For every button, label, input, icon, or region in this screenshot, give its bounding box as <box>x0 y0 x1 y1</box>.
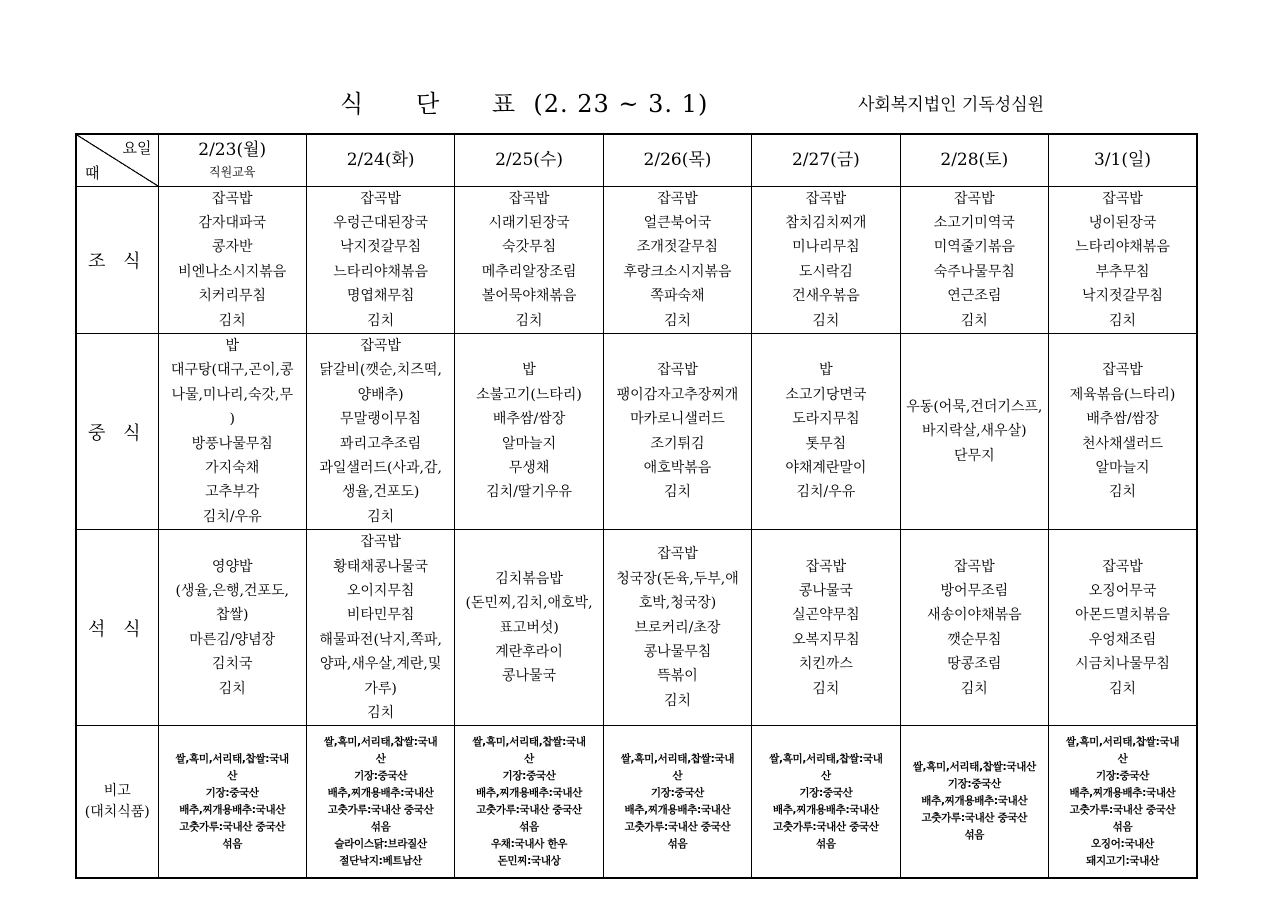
menu-item: 조기튀김 <box>650 435 705 452</box>
dinner-row <box>76 530 1197 726</box>
origin-note: 배추,찌개용배추:국내산 <box>921 795 1028 808</box>
menu-item: 방어무조림 <box>940 583 1009 599</box>
notes-label-line: 비고 <box>103 782 131 799</box>
menu-item: 닭갈비(깻순,치즈떡, <box>319 362 442 379</box>
origin-note: 섞음 <box>370 820 391 833</box>
day-label: 2/25(수) <box>495 150 563 171</box>
menu-item: 도라지무침 <box>792 411 860 428</box>
menu-item: 과일샐러드(사과,감, <box>319 459 442 476</box>
menu-cell <box>158 186 306 333</box>
menu-item: 낙지젓갈무침 <box>340 239 422 256</box>
origin-note: 고춧가루:국내산 중국산 <box>921 812 1028 825</box>
menu-cell <box>1049 333 1197 529</box>
menu-item: 느타리야채볶음 <box>333 263 428 280</box>
menu-cell <box>158 530 306 726</box>
origin-note: 섞음 <box>1112 820 1133 833</box>
menu-item: 비타민무침 <box>346 607 415 624</box>
origin-note: 배추,찌개용배추:국내산 <box>476 786 583 799</box>
origin-note-cell <box>455 726 603 878</box>
origin-note: 기장:중국산 <box>205 786 259 799</box>
menu-item: 잡곡밥 <box>657 362 698 379</box>
menu-item: 미나리무침 <box>792 239 860 256</box>
origin-note: 쌀,흑미,서리태,찹쌀:국내 <box>1065 735 1180 748</box>
notes-label <box>76 726 158 878</box>
menu-item: 얼큰북어국 <box>643 214 712 231</box>
menu-cell <box>900 333 1048 529</box>
day-header <box>1049 134 1197 186</box>
menu-item: 톳무침 <box>805 435 847 452</box>
menu-cell <box>1049 186 1197 333</box>
menu-item: 건새우볶음 <box>792 288 860 305</box>
menu-item: 단무지 <box>954 447 995 464</box>
menu-item: 볼어묵야채볶음 <box>481 288 577 305</box>
menu-cell <box>306 186 454 333</box>
menu-item: 배추쌈/쌈장 <box>1086 411 1159 428</box>
menu-item: 알마늘지 <box>1095 459 1150 476</box>
menu-item: 조개젓갈무침 <box>636 239 719 256</box>
menu-cell <box>752 186 900 333</box>
menu-item: 김치 <box>1108 484 1137 501</box>
day-label: 2/24(화) <box>346 150 415 171</box>
menu-item: 김치 <box>218 312 246 329</box>
menu-item: 황태채콩나물국 <box>333 558 428 575</box>
menu-item: 미역줄기볶음 <box>933 239 1015 256</box>
menu-item: 냉이된장국 <box>1088 214 1157 231</box>
menu-item: 참치김치찌개 <box>785 214 867 231</box>
menu-item: 야채계란말이 <box>785 459 867 476</box>
origin-note: 배추,찌개용배추:국내산 <box>772 803 879 816</box>
menu-item: 김치 <box>663 692 691 709</box>
menu-item: 김치 <box>960 312 988 329</box>
origin-note: 고춧가루:국내산 중국산 <box>179 820 286 833</box>
origin-note: 절단낙지:베트남산 <box>339 854 422 867</box>
menu-item: 청국장(돈육,두부,애 <box>616 570 739 587</box>
menu-item: 낙지젓갈무침 <box>1081 288 1164 305</box>
menu-item: 오복지무침 <box>792 631 860 648</box>
origin-note-cell <box>752 726 900 878</box>
menu-item: 소고기당면국 <box>785 386 867 403</box>
origin-note: 쌀,흑미,서리태,찹쌀:국내 <box>769 752 883 765</box>
menu-item: ) <box>229 411 235 428</box>
menu-item: 마카로니샐러드 <box>630 411 725 428</box>
menu-cell <box>1049 530 1197 726</box>
menu-item: 찹쌀) <box>215 607 249 624</box>
menu-item: 도시락김 <box>798 263 853 280</box>
menu-cell <box>306 333 454 529</box>
origin-note: 고춧가루:국내산 중국산 <box>327 803 434 816</box>
origin-note: 기장:중국산 <box>354 769 408 782</box>
menu-item: 비엔나소시지볶음 <box>178 263 287 280</box>
notes-row <box>76 726 1197 878</box>
menu-item: 부추무침 <box>1095 263 1150 280</box>
menu-item: 밥 <box>225 337 239 354</box>
origin-note: 섞음 <box>222 837 243 850</box>
origin-note: 우채:국내사 한우 <box>490 837 568 850</box>
menu-item: 쪽파숙채 <box>650 288 705 305</box>
day-note: 직원교육 <box>209 165 256 180</box>
organization-name: 사회복지법인 기독성심원 <box>858 95 1045 115</box>
menu-item: 영양밥 <box>211 558 253 575</box>
menu-item: 콩자반 <box>211 239 253 256</box>
menu-item: 우동(어묵,건더기스프, <box>906 398 1043 415</box>
menu-item: 치킨까스 <box>798 656 853 673</box>
menu-item: 실곤약무침 <box>792 607 860 624</box>
menu-item: 김치 <box>663 312 691 329</box>
menu-item: (생율,은행,건포도, <box>175 583 289 599</box>
menu-item: 배추쌈/쌈장 <box>492 411 566 428</box>
menu-item: 브로커리/초장 <box>634 619 721 636</box>
day-label: 2/28(토) <box>940 150 1009 171</box>
menu-item: 무생채 <box>508 459 550 476</box>
menu-item: 김치 <box>960 680 988 697</box>
day-label: 2/27(금) <box>791 150 860 171</box>
menu-item: 해물파전(낙지,쪽파, <box>319 631 442 648</box>
meal-label: 중 식 <box>76 333 158 529</box>
menu-item: 시래기된장국 <box>488 214 570 231</box>
origin-note: 고춧가루:국내산 중국산 <box>476 803 582 816</box>
menu-item: 생율,건포도) <box>341 484 420 501</box>
meal-label: 석 식 <box>76 530 158 726</box>
menu-item: 후랑크소시지볶음 <box>623 263 732 280</box>
menu-item: 오징어무국 <box>1088 583 1157 599</box>
origin-note: 산 <box>1117 752 1128 765</box>
menu-item: 방풍나물무침 <box>191 435 273 452</box>
menu-item: 잡곡밥 <box>360 337 401 354</box>
origin-note: 기장:중국산 <box>650 786 705 799</box>
menu-item: 잡곡밥 <box>1102 362 1143 379</box>
menu-item: 대구탕(대구,곤이,콩 <box>170 362 294 379</box>
origin-note: 배추,찌개용배추:국내산 <box>1069 786 1176 799</box>
menu-cell <box>158 333 306 529</box>
menu-item: 잡곡밥 <box>805 558 847 575</box>
menu-cell <box>306 530 454 726</box>
origin-note: 배추,찌개용배추:국내산 <box>179 803 286 816</box>
menu-item: 숙주나물무침 <box>933 263 1015 280</box>
origin-note: 배추,찌개용배추:국내산 <box>327 786 434 799</box>
menu-cell <box>603 530 751 726</box>
origin-note: 섞음 <box>667 837 688 850</box>
menu-item: 밥 <box>819 362 833 379</box>
menu-item: 명엽채무침 <box>346 288 415 305</box>
day-header-row <box>76 134 1197 186</box>
menu-item: 잡곡밥 <box>360 190 401 207</box>
origin-note-cell <box>306 726 454 878</box>
menu-item: 잡곡밥 <box>211 190 253 207</box>
origin-note: 산 <box>524 752 534 765</box>
origin-note: 산 <box>820 769 831 782</box>
menu-item: 김치 <box>367 705 395 722</box>
menu-item: 뜩볶이 <box>657 668 698 685</box>
menu-item: 김치/우유 <box>796 484 856 501</box>
origin-note: 섞음 <box>519 820 539 833</box>
origin-note-cell <box>158 726 306 878</box>
origin-note: 산 <box>375 752 386 765</box>
origin-note: 섞음 <box>964 829 985 842</box>
day-header <box>455 134 603 186</box>
menu-item: 잡곡밥 <box>1102 190 1143 207</box>
origin-note: 산 <box>227 769 238 782</box>
menu-item: 천사채샐러드 <box>1081 435 1164 452</box>
corner-meal-label: 때 <box>85 163 100 182</box>
menu-item: 고추부각 <box>205 484 260 501</box>
menu-item: 아몬드멸치볶음 <box>1075 607 1170 624</box>
day-header <box>900 134 1048 186</box>
menu-cell <box>603 186 751 333</box>
menu-item: 무말랭이무침 <box>340 411 422 428</box>
menu-item: 잡곡밥 <box>954 190 995 207</box>
menu-item: 김치/딸기우유 <box>486 484 572 501</box>
menu-cell <box>752 333 900 529</box>
menu-item: 잡곡밥 <box>360 534 401 551</box>
menu-item: 감자대파국 <box>198 214 267 231</box>
menu-item: 김치 <box>1108 312 1137 329</box>
menu-item: 메추리알장조림 <box>481 263 577 280</box>
menu-item: 김치 <box>218 680 246 697</box>
menu-item: 잡곡밥 <box>657 190 698 207</box>
menu-item: 김치볶음밥 <box>495 570 563 587</box>
menu-item: 제육볶음(느타리) <box>1069 386 1176 403</box>
menu-item: 김치/우유 <box>202 508 262 525</box>
menu-item: 알마늘지 <box>502 435 557 452</box>
menu-item: 우렁근대된장국 <box>333 214 428 231</box>
menu-item: 꽈리고추조림 <box>340 435 422 452</box>
menu-item: 나물,미나리,숙갓,무 <box>171 386 293 403</box>
origin-note: 슬라이스닭:브라질산 <box>334 837 427 850</box>
origin-note-cell <box>900 726 1048 878</box>
day-header <box>752 134 900 186</box>
menu-item: 시금치나물무침 <box>1075 656 1170 673</box>
origin-note: 쌀,흑미,서리태,찹쌀:국내 <box>323 735 438 748</box>
origin-note: 오징어:국내산 <box>1091 837 1154 850</box>
menu-item: 새송이야채볶음 <box>926 607 1022 624</box>
origin-note: 고춧가루:국내산 중국산 <box>624 820 731 833</box>
menu-item: 우엉채조림 <box>1088 631 1157 648</box>
menu-item: 양파,새우살,계란,및 <box>319 656 442 673</box>
meal-label: 조 식 <box>76 186 158 333</box>
origin-note: 고춧가루:국내산 중국산 <box>1069 803 1176 816</box>
menu-item: 숙갓무침 <box>502 239 557 256</box>
menu-item: 김치 <box>515 312 543 329</box>
menu-cell <box>900 530 1048 726</box>
corner-day-label: 요일 <box>122 139 152 157</box>
menu-cell <box>900 186 1048 333</box>
origin-note: 쌀,흑미,서리태,찹쌀:국내 <box>175 752 289 765</box>
menu-item: 김치국 <box>211 656 253 673</box>
menu-item: 김치 <box>663 484 691 501</box>
menu-item: 김치 <box>1108 680 1137 697</box>
origin-note: 돼지고기:국내산 <box>1086 854 1159 867</box>
origin-note-cell <box>1049 726 1197 878</box>
menu-item: 김치 <box>812 680 840 697</box>
breakfast-row <box>76 186 1197 333</box>
menu-item: (돈민찌,김치,애호박, <box>465 595 593 612</box>
origin-note: 기장:중국산 <box>947 778 1001 791</box>
menu-item: 김치 <box>367 508 395 525</box>
day-header <box>306 134 454 186</box>
origin-note: 기장:중국산 <box>799 786 853 799</box>
menu-item: 가지숙채 <box>205 459 260 476</box>
menu-item: 연근조림 <box>947 288 1002 305</box>
menu-item: 바지락살,새우살) <box>922 423 1027 440</box>
menu-item: 김치 <box>812 312 840 329</box>
day-header <box>603 134 751 186</box>
menu-item: 계란후라이 <box>495 644 563 661</box>
day-label: 2/26(목) <box>643 150 712 171</box>
menu-item: 잡곡밥 <box>657 546 698 563</box>
day-header <box>158 134 306 186</box>
menu-item: 양배추) <box>357 386 404 403</box>
menu-item: 소고기미역국 <box>933 214 1015 231</box>
menu-cell <box>455 333 603 529</box>
origin-note: 섞음 <box>816 837 836 850</box>
menu-cell <box>603 333 751 529</box>
origin-note: 돈민찌:국내상 <box>497 854 561 867</box>
menu-item: 콩나물국 <box>798 583 853 599</box>
page-title: 식 단 표 (2. 23 ~ 3. 1) <box>340 90 709 118</box>
menu-item: 느타리야채볶음 <box>1075 239 1170 256</box>
menu-item: 가루) <box>364 680 397 697</box>
menu-item: 잡곡밥 <box>805 190 847 207</box>
menu-item: 땅콩조림 <box>947 656 1002 673</box>
origin-note: 산 <box>672 769 683 782</box>
menu-item: 치커리무침 <box>198 288 267 305</box>
menu-item: 팽이감자고추장찌개 <box>616 386 739 403</box>
origin-note: 쌀,흑미,서리태,찹쌀:국내산 <box>912 761 1036 774</box>
corner-cell <box>76 134 158 186</box>
menu-item: 콩나물국 <box>502 668 557 685</box>
origin-note: 기장:중국산 <box>1095 769 1150 782</box>
origin-note: 고춧가루:국내산 중국산 <box>773 820 879 833</box>
menu-cell <box>455 186 603 333</box>
day-label: 2/23(월) <box>198 140 267 161</box>
origin-note: 쌀,흑미,서리태,찹쌀:국내 <box>472 735 586 748</box>
menu-table <box>75 133 1198 879</box>
origin-note: 쌀,흑미,서리태,찹쌀:국내 <box>620 752 735 765</box>
lunch-row <box>76 333 1197 529</box>
day-label: 3/1(일) <box>1093 150 1152 171</box>
menu-item: 김치 <box>367 312 395 329</box>
menu-item: 오이지무침 <box>346 583 415 599</box>
menu-item: 호박,청국장) <box>638 595 717 612</box>
menu-item: 잡곡밥 <box>508 190 550 207</box>
menu-cell <box>752 530 900 726</box>
menu-item: 잡곡밥 <box>954 558 995 575</box>
notes-label-line: (대치식품) <box>84 803 150 820</box>
menu-item: 밥 <box>522 362 536 379</box>
menu-item: 깻순무침 <box>947 631 1002 648</box>
origin-note-cell <box>603 726 751 878</box>
origin-note: 배추,찌개용배추:국내산 <box>624 803 731 816</box>
menu-item: 잡곡밥 <box>1102 558 1143 575</box>
menu-cell <box>455 530 603 726</box>
menu-item: 마른김/양념장 <box>189 631 276 648</box>
menu-item: 콩나물무침 <box>643 644 712 661</box>
menu-item: 표고버섯) <box>499 619 559 636</box>
menu-item: 소불고기(느타리) <box>476 386 582 403</box>
menu-item: 애호박볶음 <box>643 459 712 476</box>
origin-note: 기장:중국산 <box>502 769 556 782</box>
